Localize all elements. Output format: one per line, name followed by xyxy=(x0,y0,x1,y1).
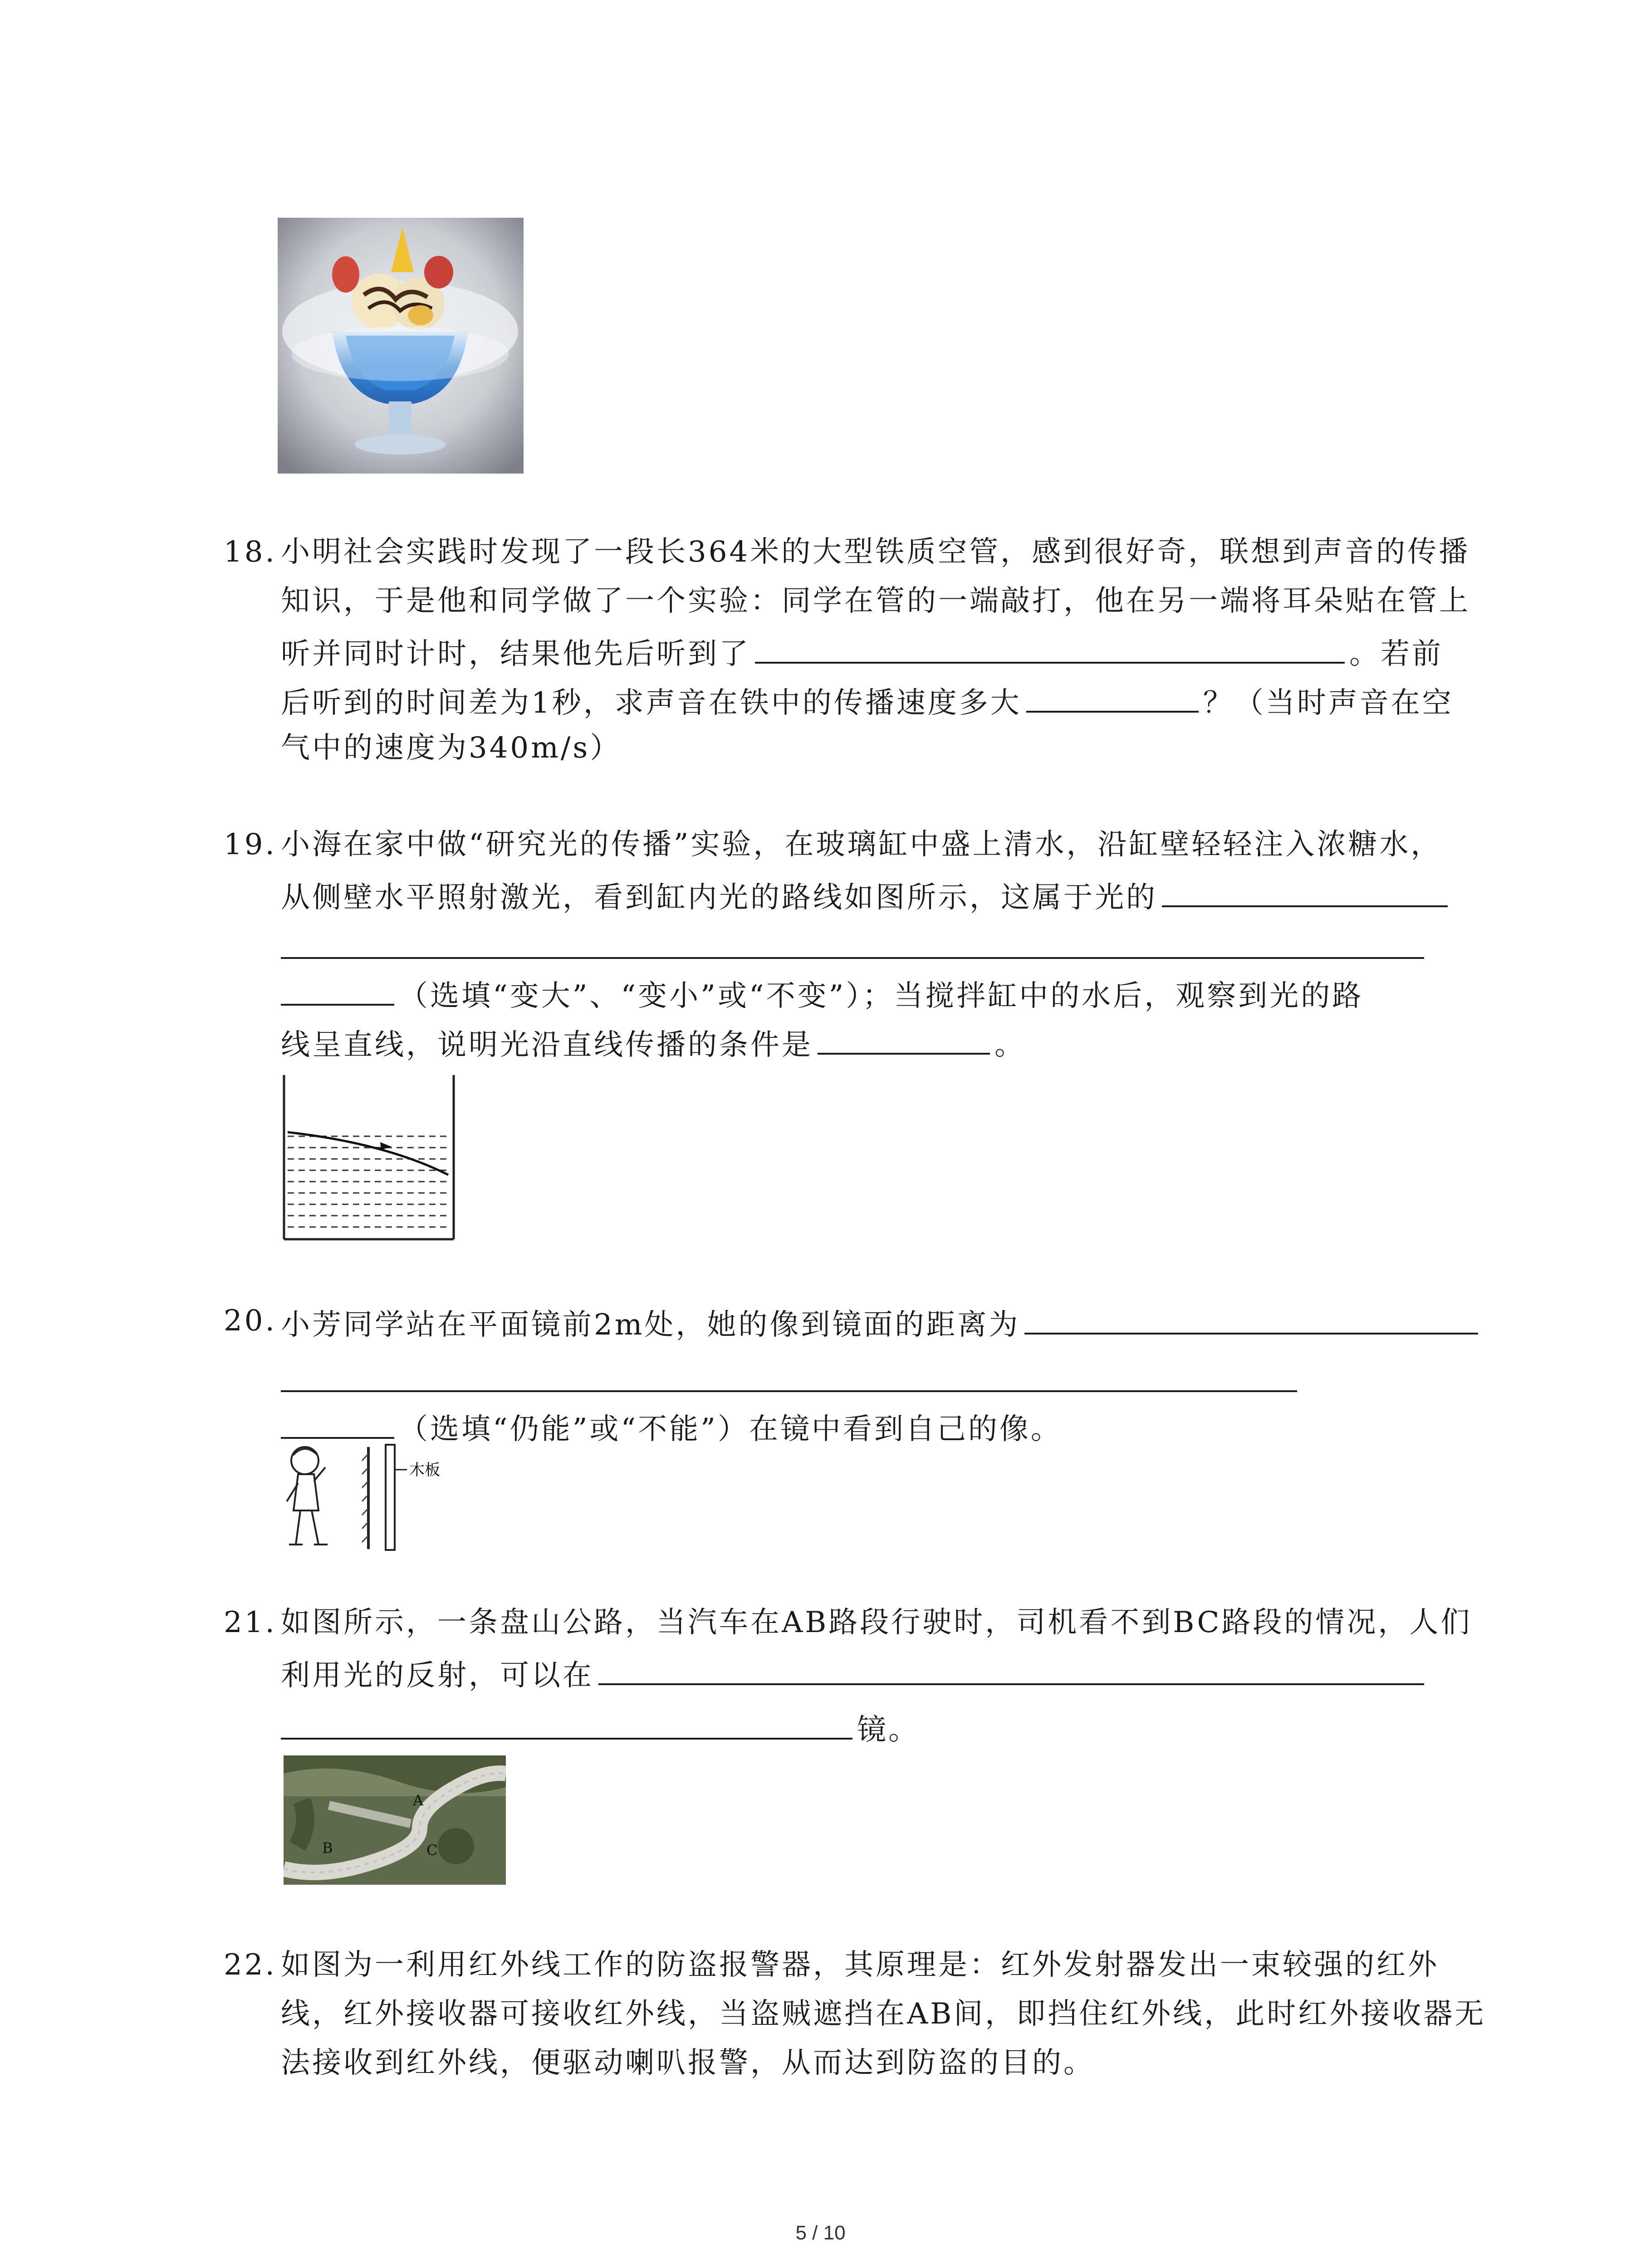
label-a: A xyxy=(413,1792,424,1809)
text-segment: 后听到的时间差为1秒，求声音在铁中的传播速度多大 xyxy=(281,686,1022,720)
question-text-line xyxy=(281,1026,1026,1060)
girl-mirror-board-figure xyxy=(278,1442,468,1551)
answer-blank[interactable] xyxy=(818,1026,990,1055)
question-text-line: 如图所示，一条盘山公路，当汽车在AB路段行驶时，司机看不到BC路段的情况，人们 xyxy=(281,1606,1472,1639)
text-segment: 。若前 xyxy=(1349,637,1443,671)
answer-blank[interactable] xyxy=(598,1657,1424,1685)
text-segment: 利用光的反射，可以在 xyxy=(281,1659,594,1692)
answer-blank[interactable] xyxy=(1162,879,1448,907)
question-text-line: 如图为一利用红外线工作的防盗报警器，其原理是：红外发射器发出一束较强的红外 xyxy=(281,1948,1439,1982)
answer-blank[interactable] xyxy=(281,1411,394,1439)
text-segment: 从侧壁水平照射激光，看到缸内光的路线如图所示，这属于光的 xyxy=(281,881,1157,914)
answer-blank[interactable] xyxy=(281,1390,1297,1392)
question-number: 21. xyxy=(224,1606,277,1639)
text-segment: 镜。 xyxy=(857,1713,920,1747)
question-text-line xyxy=(281,1411,1062,1444)
answer-blank[interactable] xyxy=(281,1711,852,1740)
text-segment: （选填“变大”、“变小”或“不变”）；当搅拌缸中的水后，观察到光的路 xyxy=(399,979,1364,1013)
question-text-line xyxy=(281,1657,1429,1690)
answer-blank[interactable] xyxy=(281,957,1424,959)
text-segment: 。 xyxy=(994,1028,1026,1062)
answer-blank[interactable] xyxy=(281,978,394,1006)
glass-tank-light-path-figure xyxy=(280,1075,457,1243)
question-text-line: 气中的速度为340m/s） xyxy=(281,731,622,765)
answer-blank[interactable] xyxy=(1026,684,1199,713)
question-number: 22. xyxy=(224,1948,277,1982)
board-label: 木板 xyxy=(409,1461,440,1479)
text-segment: （选填“仍能”或“不能”）在镜中看到自己的像。 xyxy=(399,1413,1062,1446)
page-number: 5 / 10 xyxy=(795,2222,846,2244)
label-b: B xyxy=(322,1839,333,1857)
ice-cream-dry-ice-photo xyxy=(278,218,524,474)
question-text-line: 小海在家中做“研究光的传播”实验，在玻璃缸中盛上清水，沿缸壁轻轻注入浓糖水， xyxy=(281,828,1442,861)
question-text-line: 法接收到红外线，便驱动喇叭报警，从而达到防盗的目的。 xyxy=(281,2046,1095,2080)
answer-blank[interactable] xyxy=(1024,1306,1478,1334)
text-segment: ？（当时声音在空 xyxy=(1203,686,1454,720)
text-segment: 听并同时计时，结果他先后听到了 xyxy=(281,637,750,671)
question-text-line: 线，红外接收器可接收红外线，当盗贼遮挡在AB间，即挡住红外线，此时红外接收器无 xyxy=(281,1997,1486,2031)
question-text-line: 知识，于是他和同学做了一个实验：同学在管的一端敲打，他在另一端将耳朵贴在管上 xyxy=(281,584,1470,618)
question-text-line xyxy=(281,978,1363,1011)
question-number: 18. xyxy=(224,535,277,569)
question-text-line xyxy=(281,635,1443,669)
question-number: 19. xyxy=(224,828,277,861)
text-segment: 小芳同学站在平面镜前2m处，她的像到镜面的距离为 xyxy=(281,1308,1020,1342)
question-text-line xyxy=(281,684,1454,718)
question-text-line xyxy=(281,879,1452,912)
answer-blank[interactable] xyxy=(755,635,1345,664)
question-text-line xyxy=(281,1711,920,1745)
question-text-line: 小明社会实践时发现了一段长364米的大型铁质空管，感到很好奇，联想到声音的传播 xyxy=(281,535,1470,569)
text-segment: 线呈直线，说明光沿直线传播的条件是 xyxy=(281,1028,813,1062)
question-text-line xyxy=(281,1306,1483,1342)
label-c: C xyxy=(426,1842,438,1859)
mountain-road-photo xyxy=(284,1755,506,1885)
question-number: 20. xyxy=(224,1304,277,1338)
